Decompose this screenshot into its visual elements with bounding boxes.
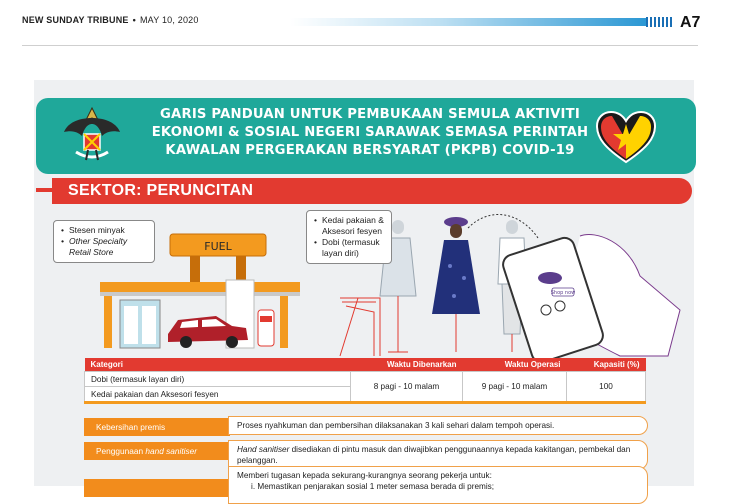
- col-waktu-operasi: Waktu Operasi: [463, 358, 567, 372]
- callout-item: • Other Specialty Retail Store: [69, 236, 148, 258]
- masthead-stripes: [646, 17, 674, 27]
- masthead: [22, 15, 199, 25]
- mannequin-icon: [380, 217, 526, 352]
- cell-kapasiti: 100: [567, 372, 646, 402]
- callout-item: • Dobi (termasuk layan diri): [322, 237, 385, 259]
- page-number: A7: [680, 14, 701, 31]
- cell-kategori: Dobi (termasuk layan diri): [85, 372, 351, 387]
- sector-bar-lead: [36, 188, 52, 192]
- guideline-text: Proses nyahkuman dan pembersihan dilaksanakan 3 kali sehari dalam tempoh operasi.: [228, 416, 648, 435]
- sarawak-heart-logo-icon: [595, 110, 657, 164]
- sector-title: SEKTOR: PERUNCITAN: [68, 182, 254, 199]
- callout-item: • Stesen minyak: [69, 225, 148, 236]
- banner-title: [100, 106, 640, 160]
- col-kapasiti: Kapasiti (%): [567, 358, 646, 372]
- guideline-label: [84, 479, 230, 497]
- callout-item: • Kedai pakaian & Aksesori fesyen: [322, 215, 385, 237]
- text-body: disediakan di pintu masuk dan diwajibkan penggunaannya kepada kakitangan, pembekal dan pelanggan.: [237, 445, 631, 465]
- fuel-sign-text: FUEL: [204, 240, 232, 253]
- banner-line-3: KAWALAN PERGERAKAN BERSYARAT (PKPB) COVID-19: [165, 143, 575, 158]
- clothing-rack-icon: [340, 298, 380, 356]
- operating-hours-table: [84, 358, 646, 402]
- col-waktu-dibenarkan: Waktu Dibenarkan: [351, 358, 463, 372]
- text-sub: i. Memastikan penjarakan sosial 1 meter semasa berada di premis;: [251, 482, 495, 491]
- label-prefix: Penggunaan: [96, 446, 146, 456]
- separator: •: [132, 15, 136, 25]
- banner-line-2: EKONOMI & SOSIAL NEGERI SARAWAK SEMASA PERINTAH: [151, 125, 589, 140]
- table-underline: [84, 401, 646, 404]
- masthead-gradient-bar: [290, 18, 670, 26]
- newspaper-name: NEW SUNDAY TRIBUNE: [22, 15, 129, 25]
- text-body: Memberi tugasan kepada sekurang-kurangnya seorang pekerja untuk:: [237, 471, 492, 480]
- dashed-arrow: [468, 215, 538, 238]
- cell-waktu-dibenarkan: 8 pagi - 10 malam: [351, 372, 463, 402]
- guideline-label: [84, 442, 230, 460]
- col-kategori: Kategori: [85, 358, 351, 372]
- issue-date: MAY 10, 2020: [139, 15, 199, 25]
- callout-fuel-station: [53, 220, 155, 263]
- header-rule: [22, 45, 698, 46]
- callout-clothing: [306, 210, 392, 264]
- banner-line-1: GARIS PANDUAN UNTUK PEMBUKAAN SEMULA AKTIVITI: [160, 107, 580, 122]
- cell-kategori: Kedai pakaian dan Aksesori fesyen: [85, 387, 351, 402]
- guideline-text: [228, 466, 648, 504]
- shop-now-text: Shop now: [550, 290, 576, 296]
- cell-waktu-operasi: 9 pagi - 10 malam: [463, 372, 567, 402]
- table-row: [85, 372, 646, 387]
- label-italic: hand sanitiser: [145, 446, 198, 456]
- text-italic: Hand sanitiser: [237, 445, 290, 454]
- guideline-label: Kebersihan premis: [84, 418, 230, 436]
